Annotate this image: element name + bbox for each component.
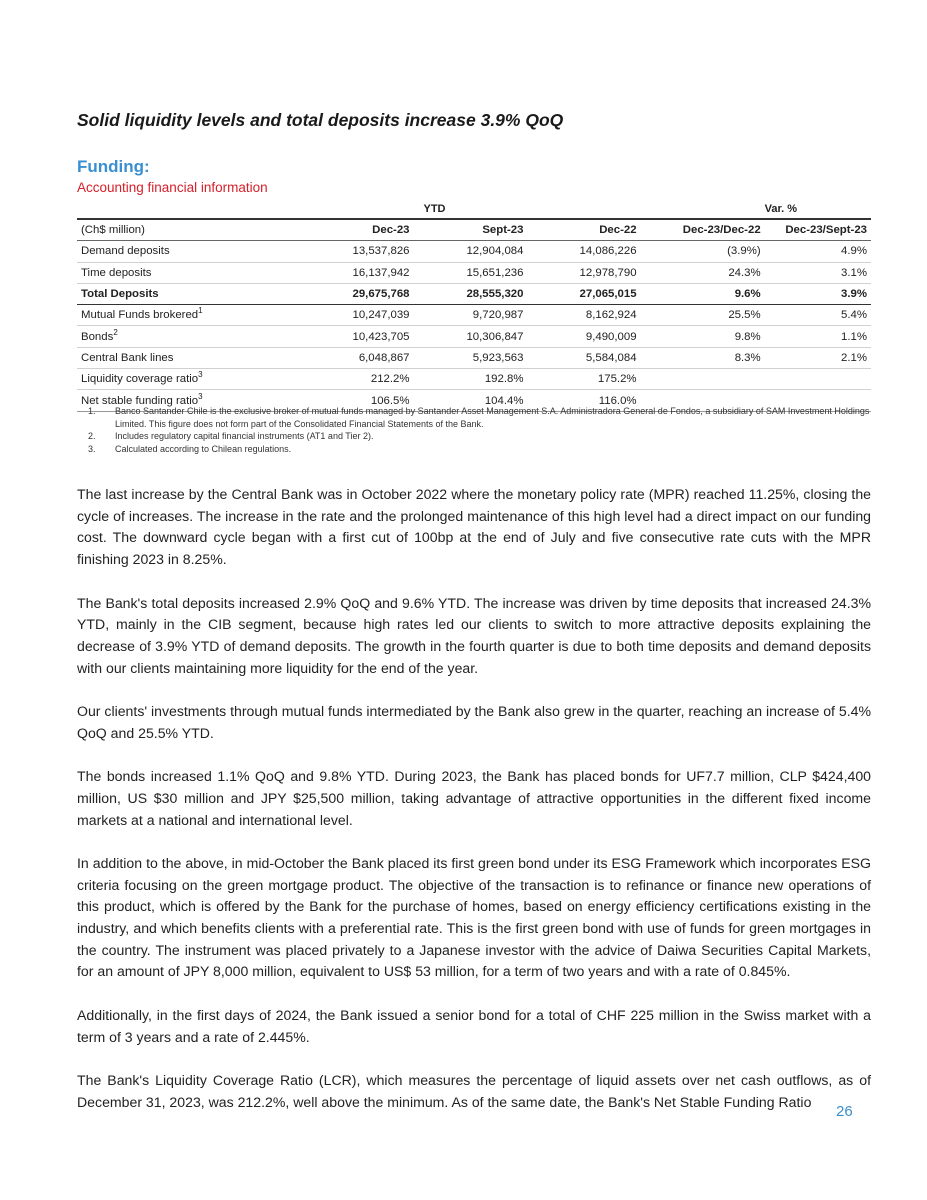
table-row bbox=[77, 283, 871, 304]
table-cell: 27,065,015 bbox=[527, 283, 640, 304]
paragraph: The last increase by the Central Bank was in October 2022 where the monetary policy rate (MPR) reached 11.25%, closing the cycle of increases. The increase in the rate and the prolonged maintenance of this high level had a direct impact on our funding cost. The downward cycle began with a first cut of 100bp at the end of July and five consecutive rate cuts with the MPR finishing 2023 in 8.25%. bbox=[77, 486, 871, 568]
body-text bbox=[77, 484, 871, 1113]
footnote bbox=[77, 443, 877, 456]
table-row bbox=[77, 241, 871, 262]
table-group-header bbox=[77, 200, 871, 219]
group-var: Var. % bbox=[764, 203, 798, 215]
table-cell: 14,086,226 bbox=[527, 241, 640, 262]
col-header-var-qoq: Dec-23/Sept-23 bbox=[765, 219, 871, 241]
paragraph: Our clients' investments through mutual funds intermediated by the Bank also grew in the quarter, reaching an increase of 5.4% QoQ and 25.5% YTD. bbox=[77, 703, 871, 741]
table-cell: 116.0% bbox=[527, 390, 640, 411]
row-label: Bonds$^2$ bbox=[77, 326, 309, 347]
table-cell: 106.5% bbox=[309, 390, 413, 411]
paragraph: Additionally, in the first days of 2024, the Bank issued a senior bond for a total of CHF 225 million in the Swiss market with a term of 3 years and a rate of 2.445%. bbox=[77, 1006, 871, 1045]
footnotes bbox=[77, 405, 877, 455]
table-cell: 3.9% bbox=[765, 283, 871, 304]
table-cell: 10,423,705 bbox=[309, 326, 413, 347]
table-cell: 3.1% bbox=[765, 262, 871, 283]
table-header bbox=[77, 219, 871, 241]
table-cell: 16,137,942 bbox=[309, 262, 413, 283]
section-title: Funding: bbox=[77, 157, 150, 176]
table-row bbox=[77, 326, 871, 347]
headline-part1: Solid liquidity levels and total bbox=[77, 110, 328, 130]
table-cell: 15,651,236 bbox=[414, 262, 528, 283]
row-label: Net stable funding ratio$^3$ bbox=[77, 390, 309, 411]
table-cell: 25.5% bbox=[641, 305, 765, 326]
table-cell: 8,162,924 bbox=[527, 305, 640, 326]
page-number: 26 bbox=[836, 1103, 853, 1120]
footnote-ref: 1 bbox=[198, 306, 203, 316]
headline-part2: deposits increase 3.9% QoQ bbox=[327, 110, 564, 130]
table-body bbox=[77, 241, 871, 411]
table-row bbox=[77, 347, 871, 368]
table-cell: 192.8% bbox=[414, 369, 528, 390]
row-label: Demand deposits bbox=[77, 241, 309, 262]
footnote-number: 1. bbox=[88, 406, 96, 416]
row-label: Liquidity coverage ratio$^3$ bbox=[77, 369, 309, 390]
footnote-text: Banco Santander Chile is the exclusive broker of mutual funds managed by Santander Asset Management S.A. Administradora General de Fondos, a subsidiary of SAM Investment Holdings Limited. This figure does not form part of the Consolidated Financial Statements of the Bank. bbox=[115, 406, 870, 429]
table-cell: 10,247,039 bbox=[309, 305, 413, 326]
table-cell: 13,537,826 bbox=[309, 241, 413, 262]
table-cell: 4.9% bbox=[765, 241, 871, 262]
col-header-unit: (Ch$ million) bbox=[77, 219, 309, 241]
table-cell: 212.2% bbox=[309, 369, 413, 390]
table-cell: 10,306,847 bbox=[414, 326, 528, 347]
table-cell: (3.9%) bbox=[641, 241, 765, 262]
section-subtitle: Accounting financial information bbox=[77, 180, 268, 195]
col-header-var-yoy: Dec-23/Dec-22 bbox=[641, 219, 765, 241]
group-ytd: YTD bbox=[423, 203, 446, 215]
paragraph: The Bank's Liquidity Coverage Ratio (LCR), which measures the percentage of liquid assets over net cash outflows, as of December 31, 2023, was 212.2%, well above the minimum. As of the same date, the Bank's Net Stable Funding Ratio bbox=[77, 1071, 871, 1110]
table-row bbox=[77, 369, 871, 390]
table-cell bbox=[641, 369, 765, 390]
table-cell: 29,675,768 bbox=[309, 283, 413, 304]
table-cell: 9,490,009 bbox=[527, 326, 640, 347]
table-cell: 5,923,563 bbox=[414, 347, 528, 368]
footnote-ref: 2 bbox=[113, 327, 118, 337]
table-row bbox=[77, 305, 871, 326]
table-row bbox=[77, 262, 871, 283]
table-cell: 5.4% bbox=[765, 305, 871, 326]
col-header-dec23: Dec-23 bbox=[309, 219, 413, 241]
funding-table bbox=[77, 200, 871, 412]
table-cell: 104.4% bbox=[414, 390, 528, 411]
table-cell: 9,720,987 bbox=[414, 305, 528, 326]
table-cell: 9.6% bbox=[641, 283, 765, 304]
paragraph: The bonds increased 1.1% QoQ and 9.8% YTD. During 2023, the Bank has placed bonds for UF7.7 million, CLP $424,400 million, US $30 million and JPY $25,500 million, taking advantage of attractive opportunities in the different fixed income markets at a national and international level. bbox=[77, 768, 871, 828]
table-cell: 9.8% bbox=[641, 326, 765, 347]
table-cell: 12,904,084 bbox=[414, 241, 528, 262]
footnote-ref: 3 bbox=[198, 370, 203, 380]
headline bbox=[77, 110, 563, 131]
table-cell: 5,584,084 bbox=[527, 347, 640, 368]
table-cell: 8.3% bbox=[641, 347, 765, 368]
footnote-number: 2. bbox=[88, 431, 96, 441]
row-label: Time deposits bbox=[77, 262, 309, 283]
table-cell: 175.2% bbox=[527, 369, 640, 390]
row-label: Total Deposits bbox=[77, 283, 309, 304]
table-cell: 6,048,867 bbox=[309, 347, 413, 368]
table-cell: 2.1% bbox=[765, 347, 871, 368]
paragraph: The Bank's total deposits increased 2.9% QoQ and 9.6% YTD. The increase was driven by time deposits that increased 24.3% YTD, mainly in the CIB segment, because high rates led our clients to switch to more attractive deposits explaining the decrease of 3.9% YTD of demand deposits. The growth in the fourth quarter is due to both time deposits and demand deposits with our clients maintaining more liquidity for the end of the year. bbox=[77, 594, 871, 676]
footnote-text: Calculated according to Chilean regulations. bbox=[115, 443, 292, 454]
col-header-dec22: Dec-22 bbox=[527, 219, 640, 241]
col-header-sept23: Sept-23 bbox=[414, 219, 528, 241]
footnote-ref: 3 bbox=[198, 391, 203, 401]
footnote bbox=[77, 405, 877, 430]
table-cell: 1.1% bbox=[765, 326, 871, 347]
paragraph: In addition to the above, in mid-October the Bank placed its first green bond under its ESG Framework which incorporates ESG criteria focusing on the green mortgage product. The objective of the transaction is to refinance or finance new operations of this product, which is offered by the Bank for the purchase of homes, based on energy efficiency certifications existing in the industry, and which benefits clients with a preferential rate. This is the first green bond with use of funds for green mortgages in the country. The instrument was placed privately to a Japanese investor with the advice of Daiwa Securities Capital Markets, for an amount of JPY 8,000 million, equivalent to US$ 53 million, for a term of two years and with a rate of 0.845%. bbox=[77, 854, 871, 980]
row-label: Central Bank lines bbox=[77, 347, 309, 368]
table-cell: 24.3% bbox=[641, 262, 765, 283]
row-label: Mutual Funds brokered$^1$ bbox=[77, 305, 309, 326]
table-cell: 12,978,790 bbox=[527, 262, 640, 283]
footnote bbox=[77, 430, 877, 443]
footnote-number: 3. bbox=[88, 443, 96, 454]
table-cell: 28,555,320 bbox=[414, 283, 528, 304]
table-cell bbox=[765, 369, 871, 390]
footnote-text: Includes regulatory capital financial instruments (AT1 and Tier 2). bbox=[115, 431, 374, 441]
